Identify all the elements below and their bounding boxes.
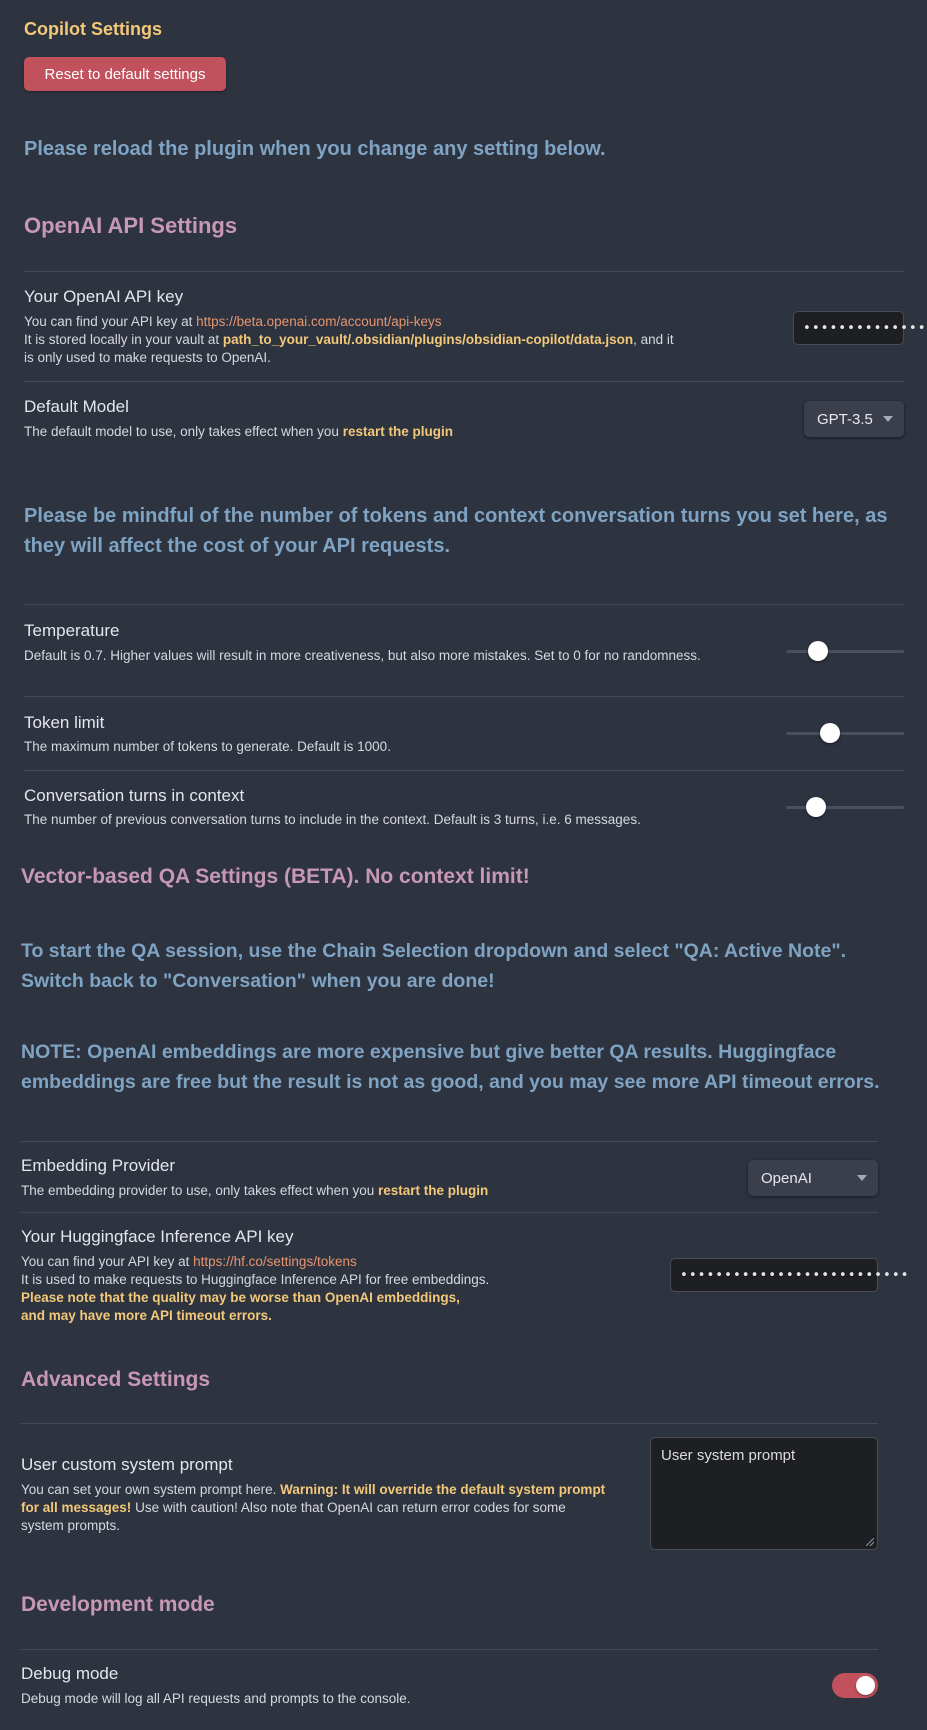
embedding-provider-description: The embedding provider to use, only takes effect when you restart the plugin <box>21 1183 489 1198</box>
slider-thumb[interactable] <box>806 797 826 817</box>
hf-key-label: Your Huggingface Inference API key <box>21 1227 294 1246</box>
slider-track <box>786 650 904 653</box>
openai-key-label: Your OpenAI API key <box>24 287 184 306</box>
custom-prompt-label: User custom system prompt <box>21 1455 233 1474</box>
slider-thumb[interactable] <box>820 723 840 743</box>
divider <box>24 696 904 697</box>
hf-key-link[interactable]: https://hf.co/settings/tokens <box>193 1254 357 1269</box>
divider <box>24 604 904 605</box>
divider <box>21 1649 878 1650</box>
turns-label: Conversation turns in context <box>24 786 245 805</box>
temperature-label: Temperature <box>24 621 120 640</box>
divider <box>21 1423 878 1424</box>
slider-track <box>786 806 904 809</box>
openai-key-input[interactable]: •••••••••••••• <box>793 311 904 345</box>
page-title: Copilot Settings <box>24 19 162 39</box>
openai-key-description: You can find your API key at https://beta.openai.com/account/api-keys It is stored locally in your vault at path_to_your_vault/.obsidian/plugins/obsidian-copilot/data.json, and it is only used to make requests to OpenAI. <box>24 314 674 365</box>
chevron-down-icon <box>883 416 893 422</box>
data-path: path_to_your_vault/.obsidian/plugins/obsidian-copilot/data.json <box>222 332 634 347</box>
embedding-provider-value: OpenAI <box>761 1169 812 1187</box>
default-model-value: GPT-3.5 <box>817 410 873 428</box>
temperature-description: Default is 0.7. Higher values will result in more creativeness, but also more mistakes. Set to 0 for no randomness. <box>24 648 701 663</box>
resize-grip-icon[interactable] <box>866 1538 874 1546</box>
turns-slider[interactable] <box>786 797 904 817</box>
temperature-slider[interactable] <box>786 641 904 661</box>
debug-mode-description: Debug mode will log all API requests and prompts to the console. <box>21 1691 411 1706</box>
openai-key-link[interactable]: https://beta.openai.com/account/api-keys <box>196 314 442 329</box>
default-model-description: The default model to use, only takes effect when you restart the plugin <box>24 424 453 439</box>
chevron-down-icon <box>857 1175 867 1181</box>
reset-settings-button[interactable]: Reset to default settings <box>24 57 226 91</box>
debug-mode-toggle[interactable] <box>832 1673 878 1698</box>
slider-track <box>786 732 904 735</box>
custom-prompt-textarea[interactable] <box>650 1437 878 1550</box>
openai-section-heading: OpenAI API Settings <box>24 213 238 238</box>
divider <box>24 770 904 771</box>
debug-mode-label: Debug mode <box>21 1664 119 1683</box>
divider <box>21 1212 878 1213</box>
qa-section-heading: Vector-based QA Settings (BETA). No context limit! <box>21 865 530 888</box>
custom-prompt-description: You can set your own system prompt here. Warning: It will override the default system prompt for all messages! Use with caution! Also note that OpenAI can return error codes for some system prompts. <box>21 1482 606 1533</box>
qa-start-note: To start the QA session, use the Chain Selection dropdown and select "QA: Active Note". Switch back to "Conversation" when you are done! <box>21 940 846 992</box>
token-limit-label: Token limit <box>24 713 105 732</box>
divider <box>24 381 904 382</box>
token-limit-slider[interactable] <box>786 723 904 743</box>
default-model-select[interactable] <box>804 401 904 437</box>
custom-prompt-placeholder: User system prompt <box>661 1447 796 1464</box>
embedding-provider-label: Embedding Provider <box>21 1156 176 1175</box>
embedding-note: NOTE: OpenAI embeddings are more expensive but give better QA results. Huggingface embeddings are free but the result is not as good, and you may see more API timeout errors. <box>21 1041 880 1093</box>
dev-section-heading: Development mode <box>21 1593 215 1616</box>
toggle-knob <box>856 1676 875 1695</box>
slider-thumb[interactable] <box>808 641 828 661</box>
token-cost-note: Please be mindful of the number of tokens and context conversation turns you set here, as they will affect the cost of your API requests. <box>24 505 888 557</box>
advanced-section-heading: Advanced Settings <box>21 1368 211 1391</box>
embedding-provider-select[interactable] <box>748 1160 878 1196</box>
reload-note: Please reload the plugin when you change any setting below. <box>24 138 606 160</box>
default-model-label: Default Model <box>24 397 129 416</box>
divider <box>21 1141 878 1142</box>
divider <box>24 271 904 272</box>
hf-key-input[interactable]: •••••••••••••••••••••••••• <box>670 1258 878 1292</box>
turns-description: The number of previous conversation turns to include in the context. Default is 3 turns, i.e. 6 messages. <box>24 812 641 827</box>
hf-key-description: You can find your API key at https://hf.co/settings/tokens It is used to make requests to Huggingface Inference API for free embeddings. Please note that the quality may be worse than OpenAI embeddings, and may have more API timeout errors. <box>21 1254 490 1323</box>
token-limit-description: The maximum number of tokens to generate. Default is 1000. <box>24 739 391 754</box>
